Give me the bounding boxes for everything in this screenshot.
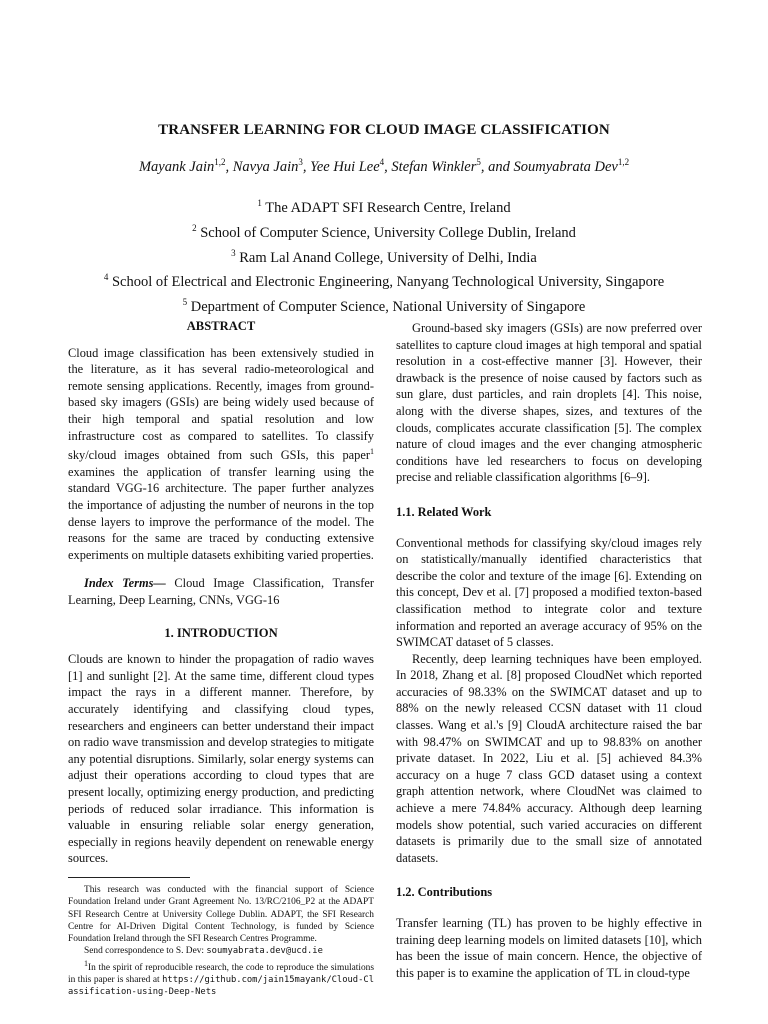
correspondence-email-link[interactable]: soumyabrata.dev@ucd.ie — [206, 946, 323, 957]
author-name: Navya Jain — [232, 158, 299, 175]
contributions-paragraph-1: Transfer learning (TL) has proven to be highly effective in training deep learning models on limited datasets [10], which has been the issue of main concern. Hence, the objective of this paper is to examine the application of TL in cloud-type — [396, 916, 702, 980]
introduction-text: Clouds are known to hinder the propagation of radio waves [1] and sunlight [2]. At the same time, different cloud types impact the rays in a different manner. Therefore, by accurately identifying and classifying cloud types, researchers and engineers can better understand their impact on radio wave transmission and develop strategies to mitigate any potential disruptions. Similarly, solar energy systems can adjust their operations according to cloud types that are present locally, optimizing energy production, and predicting periods of reduced solar irradiance. This information is valuable in ensuring reliable solar energy generation, especially in regions heavily dependent on renewable energy sources. — [68, 652, 374, 866]
affiliation-line — [0, 243, 768, 268]
affiliation-text: Department of Computer Science, National University of Singapore — [190, 299, 586, 316]
introduction-heading: 1. INTRODUCTION — [164, 625, 278, 640]
index-terms-text: Cloud Image Classification, Transfer Learning, Deep Learning, CNNs, VGG-16 — [68, 576, 374, 608]
affiliation-line — [0, 218, 768, 243]
correspondence-label: Send correspondence to S. Dev: — [84, 946, 207, 957]
affiliation-text: The ADAPT SFI Research Centre, Ireland — [265, 199, 511, 216]
affiliation-list — [0, 193, 768, 317]
affiliation-text: School of Electrical and Electronic Engineering, Nanyang Technological University, Singapore — [111, 274, 665, 291]
related-work-paragraph-1: Conventional methods for classifying sky/cloud images rely on statistically/manually identified characteristics that describe the color and texture of the image [6]. Extending on this concept, Dev et al. [7] proposed a modified texton-based classification method to integrate color and texture information and reported an average accuracy of 95% on the SWIMCAT dataset of 5 classes. — [396, 535, 702, 650]
affiliation-line — [0, 267, 768, 292]
footnote-mark: 1 — [84, 958, 88, 968]
left-column — [68, 318, 374, 999]
footnote-divider — [68, 877, 190, 878]
affiliation-number: 3 — [231, 247, 236, 258]
author-name: Soumyabrata Dev — [513, 158, 618, 175]
introduction-paragraph-2: Ground-based sky imagers (GSIs) are now preferred over satellites to capture cloud images at high temporal and spatial resolution in a cost-effective manner [3]. However, their drawback is the presence of noise caused by factors such as sun glare, dust particles, and rain droplets [4]. This noise, along with the diverse shapes, sizes, and textures of the clouds, complicates accurate classification [5]. The complex nature of cloud images and the ever changing atmospheric conditions have led researchers to focus on developing precise and reliable classification algorithms [6–9]. — [396, 321, 702, 485]
related-work-paragraph-2: Recently, deep learning techniques have been employed. In 2018, Zhang et al. [8] proposed CloudNet which reported accuracies of 98.33% on the SWIMCAT dataset and up to 88% on the newly released CCSN dataset with 11 cloud classes. Wang et al.'s [9] CloudA architecture raised the bar with 98.47% on SWIMCAT and up to 98.83% on another private dataset. In 2022, Liu et al. [5] achieved 84.3% accuracy on a huge 7 class GCD dataset using a context graph attention network, where CloudNet was claimed to achieve a mere 74.84% accuracy. Although deep learning models show potential, such varied accuracies on different datasets is primarily due to the small size of annotated datasets. — [396, 651, 702, 865]
paper-title: TRANSFER LEARNING FOR CLOUD IMAGE CLASSIFICATION — [158, 122, 610, 138]
author-affiliation-mark: 3 — [298, 157, 303, 167]
index-terms-label: Index Terms— — [84, 576, 166, 591]
abstract-text-part: examines the application of transfer learning using the standard VGG-16 architecture. The paper further analyzes the importance of adjusting the number of neurons in the top dense layers to improve the performance of the model. The reasons for the same are traced by conducting extensive experiments on multiple datasets exhibiting varied properties. — [68, 464, 374, 562]
author-name: Mayank Jain — [138, 158, 215, 175]
footnotes — [68, 884, 374, 999]
affiliation-line — [0, 193, 768, 218]
right-column — [396, 320, 702, 981]
footnote-mark: 1 — [370, 447, 374, 457]
affiliation-number: 1 — [257, 198, 262, 208]
affiliation-number: 2 — [192, 222, 197, 233]
affiliation-text: Ram Lal Anand College, University of Delhi, India — [239, 249, 537, 266]
funding-footnote: This research was conducted with the financial support of Science Foundation Ireland under Grant Agreement No. 13/RC/2106_P2 at the ADAPT SFI Research Centre at University College Dublin. ADAPT, the SFI Research Centre for AI-Driven Digital Content Technology, is funded by Science Foundation Ireland through the SFI Research Centres Programme. — [68, 884, 374, 945]
related-work-heading: 1.1. Related Work — [396, 504, 492, 519]
abstract-heading: ABSTRACT — [186, 319, 256, 333]
code-footnote — [68, 958, 374, 999]
abstract-text — [68, 345, 374, 564]
affiliation-number: 5 — [182, 297, 188, 308]
affiliation-number: 4 — [103, 272, 109, 283]
author-name: Yee Hui Lee — [310, 158, 380, 175]
author-affiliation-mark: 4 — [379, 157, 385, 167]
code-footnote-text: In the spirit of reproducible research, the code to reproduce the simulations in this paper is shared at — [68, 962, 374, 986]
contributions-heading: 1.2. Contributions — [396, 885, 493, 900]
affiliation-text: School of Computer Science, University College Dublin, Ireland — [200, 224, 576, 241]
author-affiliation-mark: 1,2 — [617, 157, 630, 167]
author-name: Stefan Winkler — [391, 158, 477, 175]
github-url-link[interactable]: https://github.com/jain15mayank/Cloud-Classification-using-Deep-Nets — [68, 975, 374, 998]
correspondence-footnote — [68, 945, 374, 957]
index-terms — [68, 575, 374, 608]
affiliation-line — [0, 292, 768, 317]
author-affiliation-mark: 1,2 — [214, 157, 226, 167]
author-list: Mayank Jain$^{1,2}$, Navya Jain$^3$, Yee Hui Lee$^4$, Stefan Winkler$^5$, and Soumyabrata Dev$^{1,2}$ — [138, 157, 630, 175]
author-affiliation-mark: 5 — [476, 157, 481, 167]
abstract-text-part: Cloud image classification has been extensively studied in the literature, as it has several radio-meteorological and remote sensing applications. Recently, images from ground-based sky imagers (GSIs) are being widely used because of their high temporal and spatial resolution and low infrastructure cost as compared to satellites. To classify sky/cloud images obtained from such GSIs, this paper — [68, 345, 374, 463]
